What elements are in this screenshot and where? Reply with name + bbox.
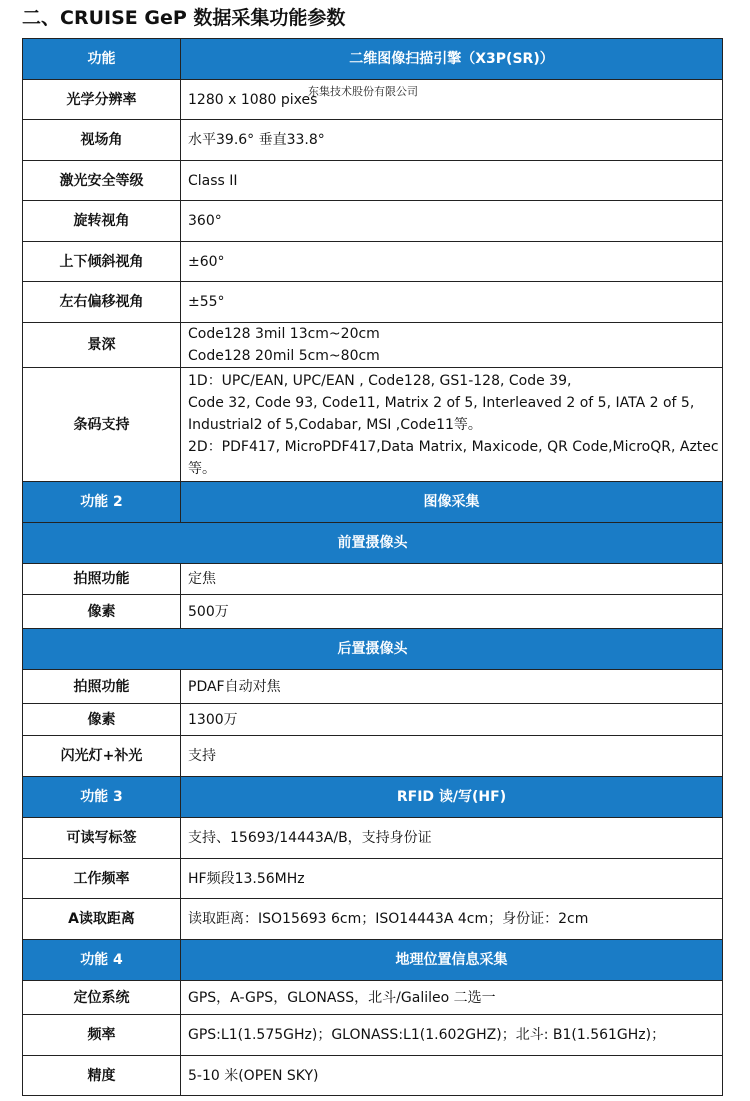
row-label: 拍照功能 bbox=[23, 564, 181, 595]
table-row bbox=[23, 704, 723, 736]
row-label: 可读写标签 bbox=[23, 818, 181, 859]
row-label: 激光安全等级 bbox=[23, 161, 181, 201]
subsection-title: 前置摄像头 bbox=[23, 523, 723, 564]
subsection-title: 后置摄像头 bbox=[23, 629, 723, 670]
section-header-value: RFID 读/写(HF) bbox=[181, 777, 723, 818]
row-value: ±55° bbox=[181, 282, 723, 323]
row-label: 条码支持 bbox=[23, 368, 181, 482]
row-value: 1280 x 1080 pixes bbox=[181, 80, 723, 120]
section-header-value: 地理位置信息采集 bbox=[181, 940, 723, 981]
row-label: 光学分辨率 bbox=[23, 80, 181, 120]
section-header-label: 功能 3 bbox=[23, 777, 181, 818]
table-row bbox=[23, 564, 723, 595]
section-header-row bbox=[23, 940, 723, 981]
table-row bbox=[23, 282, 723, 323]
value-line: Code 32, Code 93, Code11, Matrix 2 of 5, Interleaved 2 of 5, IATA 2 of 5, bbox=[188, 394, 695, 411]
row-value: 读取距离：ISO15693 6cm；ISO14443A 4cm；身份证：2cm bbox=[181, 899, 723, 940]
row-label: 景深 bbox=[23, 323, 181, 368]
section-header-row bbox=[23, 482, 723, 523]
table-row bbox=[23, 368, 723, 482]
table-row bbox=[23, 670, 723, 704]
section-header-label: 功能 bbox=[23, 39, 181, 80]
spec-table bbox=[22, 38, 723, 1096]
row-value: 水平39.6° 垂直33.8° bbox=[181, 120, 723, 161]
value-line: 2D：PDF417, MicroPDF417,Data Matrix, Maxicode, QR Code,MicroQR, Aztec bbox=[188, 438, 719, 455]
row-value: ±60° bbox=[181, 242, 723, 282]
row-value: 1300万 bbox=[181, 704, 723, 736]
row-label: 频率 bbox=[23, 1015, 181, 1056]
table-row bbox=[23, 981, 723, 1015]
table-row bbox=[23, 1015, 723, 1056]
subsection-row bbox=[23, 523, 723, 564]
table-row bbox=[23, 859, 723, 899]
table-row bbox=[23, 120, 723, 161]
company-watermark: 东集技术股份有限公司 bbox=[308, 85, 418, 98]
row-value: GPS:L1(1.575GHz)；GLONASS:L1(1.602GHZ)；北斗: B1(1.561GHz)； bbox=[181, 1015, 723, 1056]
row-label: 拍照功能 bbox=[23, 670, 181, 704]
row-value: 支持、15693/14443A/B，支持身份证 bbox=[181, 818, 723, 859]
value-line: Code128 20mil 5cm~80cm bbox=[188, 348, 380, 364]
subsection-row bbox=[23, 629, 723, 670]
row-value: GPS，A-GPS，GLONASS，北斗/Galileo 二选一 bbox=[181, 981, 723, 1015]
row-value bbox=[181, 368, 723, 482]
table-row bbox=[23, 323, 723, 368]
row-value: 500万 bbox=[181, 595, 723, 629]
value-line: Code128 3mil 13cm~20cm bbox=[188, 326, 380, 342]
table-row bbox=[23, 818, 723, 859]
row-value bbox=[181, 323, 723, 368]
row-value: HF频段13.56MHz bbox=[181, 859, 723, 899]
table-row bbox=[23, 899, 723, 940]
row-label: 上下倾斜视角 bbox=[23, 242, 181, 282]
row-label: 左右偏移视角 bbox=[23, 282, 181, 323]
table-row bbox=[23, 242, 723, 282]
table-row bbox=[23, 1056, 723, 1096]
row-value: Class II bbox=[181, 161, 723, 201]
table-row bbox=[23, 595, 723, 629]
row-label: 像素 bbox=[23, 704, 181, 736]
row-value: 5-10 米(OPEN SKY) bbox=[181, 1056, 723, 1096]
section-header-label: 功能 2 bbox=[23, 482, 181, 523]
value-line: 1D：UPC/EAN, UPC/EAN , Code128, GS1-128, Code 39, bbox=[188, 372, 572, 389]
row-label: 视场角 bbox=[23, 120, 181, 161]
table-row bbox=[23, 736, 723, 777]
table-row bbox=[23, 161, 723, 201]
value-line: 等。 bbox=[188, 460, 216, 477]
table-row bbox=[23, 201, 723, 242]
section-header-value: 二维图像扫描引擎（X3P(SR)） bbox=[181, 39, 723, 80]
row-label: 旋转视角 bbox=[23, 201, 181, 242]
row-value: 360° bbox=[181, 201, 723, 242]
row-value: 定焦 bbox=[181, 564, 723, 595]
section-header-row bbox=[23, 777, 723, 818]
section-header-value: 图像采集 bbox=[181, 482, 723, 523]
section-header-row bbox=[23, 39, 723, 80]
section-header-label: 功能 4 bbox=[23, 940, 181, 981]
row-label: 精度 bbox=[23, 1056, 181, 1096]
page-title: 二、CRUISE GeP 数据采集功能参数 bbox=[22, 7, 346, 29]
row-label: A读取距离 bbox=[23, 899, 181, 940]
row-value: 支持 bbox=[181, 736, 723, 777]
row-label: 闪光灯+补光 bbox=[23, 736, 181, 777]
row-value: PDAF自动对焦 bbox=[181, 670, 723, 704]
row-label: 工作频率 bbox=[23, 859, 181, 899]
row-label: 像素 bbox=[23, 595, 181, 629]
row-label: 定位系统 bbox=[23, 981, 181, 1015]
value-line: Industrial2 of 5,Codabar, MSI ,Code11等。 bbox=[188, 416, 482, 433]
